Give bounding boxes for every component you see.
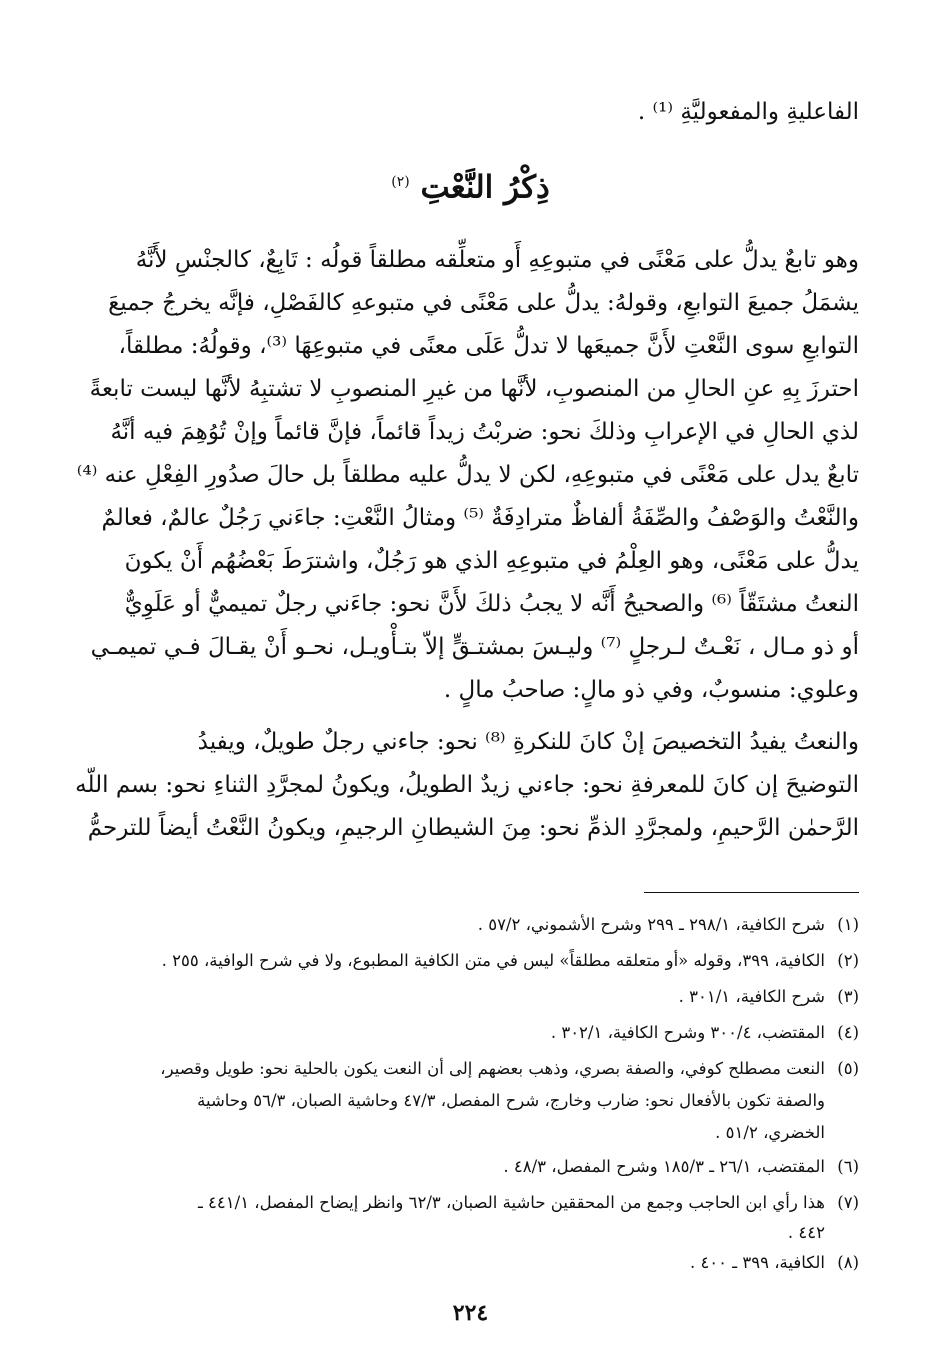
body-line: والنَّعْتُ والوَصْفُ والصِّفَةُ ألفاظٌ مترادِفَةٌ ⁽⁵⁾ ومثالُ النَّعْتِ: جاءَني رَجُلٌ عالمٌ، فعالمٌ	[101, 505, 859, 531]
footnote-text: النعت مصطلح كوفي، والصفة بصري، وذهب بعضهم إلى أن النعت يكون بالحلية نحو: طويل وقصير،	[160, 1059, 825, 1078]
footnote-continuation: والصفة تكون بالأفعال نحو: ضارب وخارج، شرح المفصل، ٤٧/٣ وحاشية الصبان، ٥٦/٣ وحاشية	[197, 1091, 825, 1110]
footnote	[79, 1246, 859, 1280]
footnote-text: شرح الكافية، ٢٩٨/١ ـ ٢٩٩ وشرح الأشموني، ٥٧/٢ .	[477, 915, 825, 934]
body-line: يشمَلُ جميعَ التوابعِ، وقولهُ: يدلُّ على مَعْنًى في متبوعهِ كالفَصْلِ، فإنَّه يخرجُ جميعَ	[108, 290, 859, 316]
footnote-number: (٤)	[837, 1023, 859, 1042]
footnote	[79, 980, 859, 1014]
body-line: يدلُّ على مَعْنًى، وهو العِلْمُ في متبوعِهِ الذي هو رَجُلٌ، واشترَطَ بَعْضُهُم أَنْ يكونَ	[124, 548, 859, 574]
footnote-text: المقتضب، ٢٦/١ ـ ١٨٥/٣ وشرح المفصل، ٤٨/٣ .	[503, 1157, 825, 1176]
body-line: تابعٌ يدل على مَعْنًى في متبوعِهِ، لكن لا يدلُّ عليه مطلقاً بل حالَ صدُورِ الفِعْلِ عنه ⁽⁴⁾	[76, 462, 859, 488]
body-line: النعتُ مشتَقّاً ⁽⁶⁾ والصحيحُ أَنَّه لا يجبُ ذلكَ لأَنَّ نحو: جاءَني رجلٌ تميميٌّ أو عَلَوِيٌّ	[124, 591, 859, 617]
footnote	[79, 1150, 859, 1184]
footnote-number: (٢)	[837, 951, 859, 970]
footnote-text: هذا رأي ابن الحاجب وجمع من المحققين حاشية الصبان، ٦٢/٣ وانظر إيضاح المفصل، ٤٤١/١ ـ	[197, 1193, 825, 1212]
footnote-text: المقتضب، ٣٠٠/٤ وشرح الكافية، ٣٠٢/١ .	[550, 1023, 825, 1042]
footnote-number: (١)	[837, 915, 859, 934]
footnote-text: الكافية، ٣٩٩ ـ ٤٠٠ .	[689, 1253, 825, 1272]
body-line: التوضيحَ إن كانَ للمعرفةِ نحو: جاءني زيدٌ الطويلُ، ويكونُ لمجرَّدِ الثناءِ نحو: بسم اللّه	[75, 772, 859, 798]
body-line: لذي الحالِ في الإعرابِ وذلكَ نحو: ضربْتُ زيداً قائماً، فإنَّ قائماً وإنْ تُوُهِمَ فيه أنَّهُ	[110, 419, 859, 445]
body-line: احترزَ بِهِ عنِ الحالِ من المنصوبِ، لأنَّها من غيرِ المنصوبِ لا تشتبِهُ لأنَّها ليست تابعةً	[89, 376, 859, 402]
footnote-continuation: الخضري، ٥١/٢ .	[715, 1123, 825, 1142]
body-line: وعلوي: منسوبٌ، وفي ذو مالٍ: صاحبُ مالٍ .	[443, 677, 859, 703]
footnote	[79, 944, 859, 978]
footnote-text: شرح الكافية، ٣٠١/١ .	[678, 987, 825, 1006]
footnote-number: (٥)	[837, 1059, 859, 1078]
body-line: التوابعِ سوى النَّعْتِ لأَنَّ جميعَها لا تدلُّ عَلَى معنًى في متبوعِهَا ⁽³⁾، وقولُهُ: مطلقاً،	[118, 333, 859, 359]
heading-footnote-ref: (٢)	[391, 174, 410, 190]
footnote-number: (٣)	[837, 987, 859, 1006]
footnote	[79, 908, 859, 942]
footnote	[79, 1016, 859, 1050]
body-line: والنعتُ يفيدُ التخصيصَ إنْ كانَ للنكرةِ ⁽⁸⁾ نحو: جاءني رجلٌ طويلٌ، ويفيدُ	[197, 729, 859, 755]
footnote	[79, 1052, 859, 1086]
section-heading	[0, 162, 941, 207]
footnote-number: (٨)	[837, 1253, 859, 1272]
footnote-number: (٦)	[837, 1157, 859, 1176]
footnote-separator	[644, 892, 859, 893]
body-line: الرَّحمٰن الرَّحيمِ، ولمجرَّدِ الذمِّ نحو: مِنَ الشيطانِ الرجيمِ، ويكونُ النَّعْتُ أيضاً للترحمُّ	[87, 815, 859, 841]
carryover-line: الفاعليةِ والمفعوليَّةِ ⁽¹⁾ .	[637, 99, 859, 125]
heading-title: ذِكْرُ النَّعْتِ	[420, 169, 550, 206]
body-line: وهو تابعٌ يدلُّ على مَعْنًى في متبوعِهِ أَو متعلِّقه مطلقاً قولُه : تَابِعٌ، كالجنْسِ لأَنَّهُ	[135, 247, 859, 273]
footnote-text: الكافية، ٣٩٩، وقوله «أو متعلقه مطلقاً» ليس في متن الكافية المطبوع، ولا في شرح الوافية، ٢٥٥ .	[161, 951, 825, 970]
page-number: ٢٢٤	[452, 1300, 489, 1326]
body-line: أو ذو مـال ، نَعْـتٌ لـرجلٍ ⁽⁷⁾ وليـسَ بمشتـقٍّ إلاّ بتـأْويـل، نحـو أَنْ يقـالَ فـي تميمـي	[90, 634, 859, 660]
footnote-continuation: ٤٤٢ .	[787, 1223, 825, 1242]
footnote	[79, 1186, 859, 1220]
footnote-number: (٧)	[837, 1193, 859, 1212]
